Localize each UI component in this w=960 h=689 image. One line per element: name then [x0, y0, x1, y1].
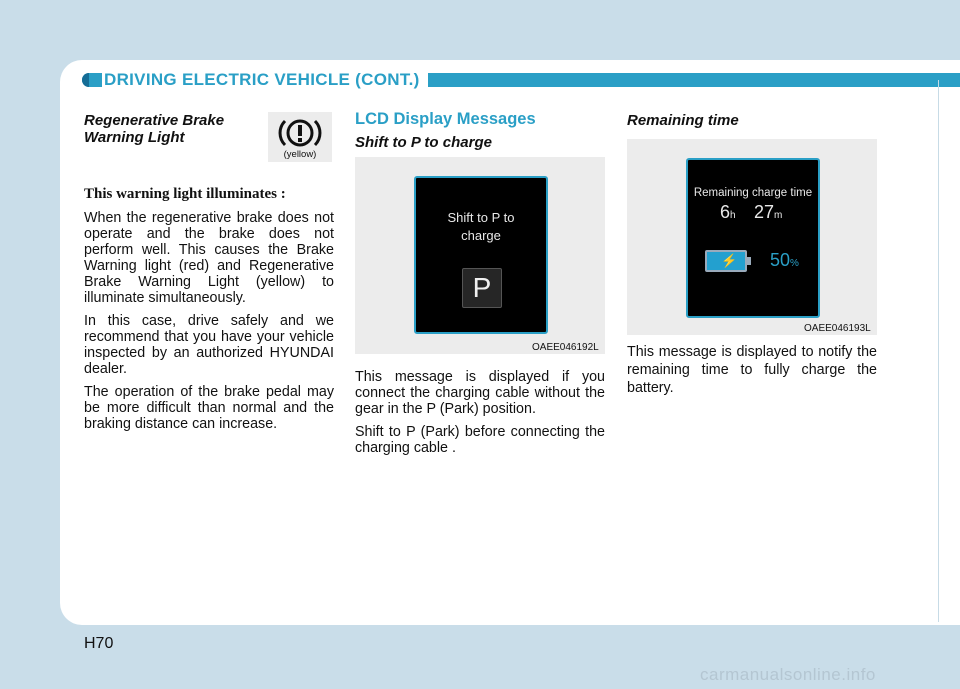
- right-divider: [938, 80, 939, 622]
- figure-code: OAEE046193L: [804, 323, 871, 334]
- section-title: DRIVING ELECTRIC VEHICLE (CONT.): [102, 69, 428, 91]
- watermark: carmanualsonline.info: [700, 665, 876, 684]
- paragraph: In this case, drive safely and we recommend that you have your vehicle inspected by an authorized HYUNDAI dealer.: [84, 313, 334, 377]
- column-1-body: [84, 186, 334, 439]
- paragraph: This message is displayed if you connect the charging cable without the gear in the P (Park) position.: [355, 369, 605, 417]
- paragraph: This message is displayed to notify the remaining time to fully charge the battery.: [627, 344, 877, 396]
- heading-regen-line2: Warning Light: [84, 129, 185, 146]
- lcd-screen: [414, 176, 548, 334]
- heading-lcd-messages: LCD Display Messages: [355, 110, 536, 128]
- subheading-shift-to-p: Shift to P to charge: [355, 134, 492, 151]
- lcd-message-line1: Shift to P to: [447, 210, 515, 225]
- subheading-remaining-time: Remaining time: [627, 112, 739, 129]
- page-number: H70: [84, 635, 114, 652]
- paragraph: When the regenerative brake does not operate and the brake does not perform well. This causes the Brake Warning light (red) and Regenerative Brake Warning Light (yellow) to illuminate simultaneously.: [84, 210, 334, 306]
- column-lcd-messages: [355, 111, 605, 151]
- warning-light-figure: [268, 112, 332, 162]
- charging-bolt-icon: ⚡: [721, 253, 738, 268]
- figure-remaining-time: [627, 139, 877, 335]
- lcd-message-line2: charge: [461, 228, 501, 243]
- battery-icon: [705, 250, 747, 272]
- illuminates-label: This warning light illuminates :: [84, 186, 286, 202]
- paragraph: Shift to P (Park) before connecting the charging cable .: [355, 424, 605, 456]
- hours-number: 6: [720, 202, 731, 222]
- section-bar-cap: [82, 73, 89, 87]
- hours-value: [720, 202, 736, 223]
- minutes-value: [754, 202, 782, 223]
- figure-code: OAEE046192L: [532, 342, 599, 353]
- battery-terminal: [747, 257, 751, 265]
- column-3-body: [627, 343, 877, 404]
- hours-unit: h: [730, 210, 736, 221]
- paragraph: The operation of the brake pedal may be more difficult than normal and the braking distance can increase.: [84, 384, 334, 432]
- lcd-screen: [686, 158, 820, 318]
- heading-regen-line1: Regenerative Brake: [84, 112, 225, 129]
- minutes-unit: m: [774, 210, 783, 221]
- percent-value: [770, 250, 799, 271]
- percent-number: 50: [770, 250, 791, 270]
- minutes-number: 27: [754, 202, 775, 222]
- percent-unit: %: [790, 258, 799, 269]
- column-2-body: [355, 369, 605, 463]
- gear-indicator-p: P: [462, 268, 502, 308]
- brake-warning-icon: [276, 115, 324, 151]
- remaining-charge-title: Remaining charge time: [693, 187, 813, 199]
- icon-caption: (yellow): [283, 149, 317, 160]
- column-remaining-time: [627, 112, 877, 129]
- figure-shift-to-p: [355, 157, 605, 354]
